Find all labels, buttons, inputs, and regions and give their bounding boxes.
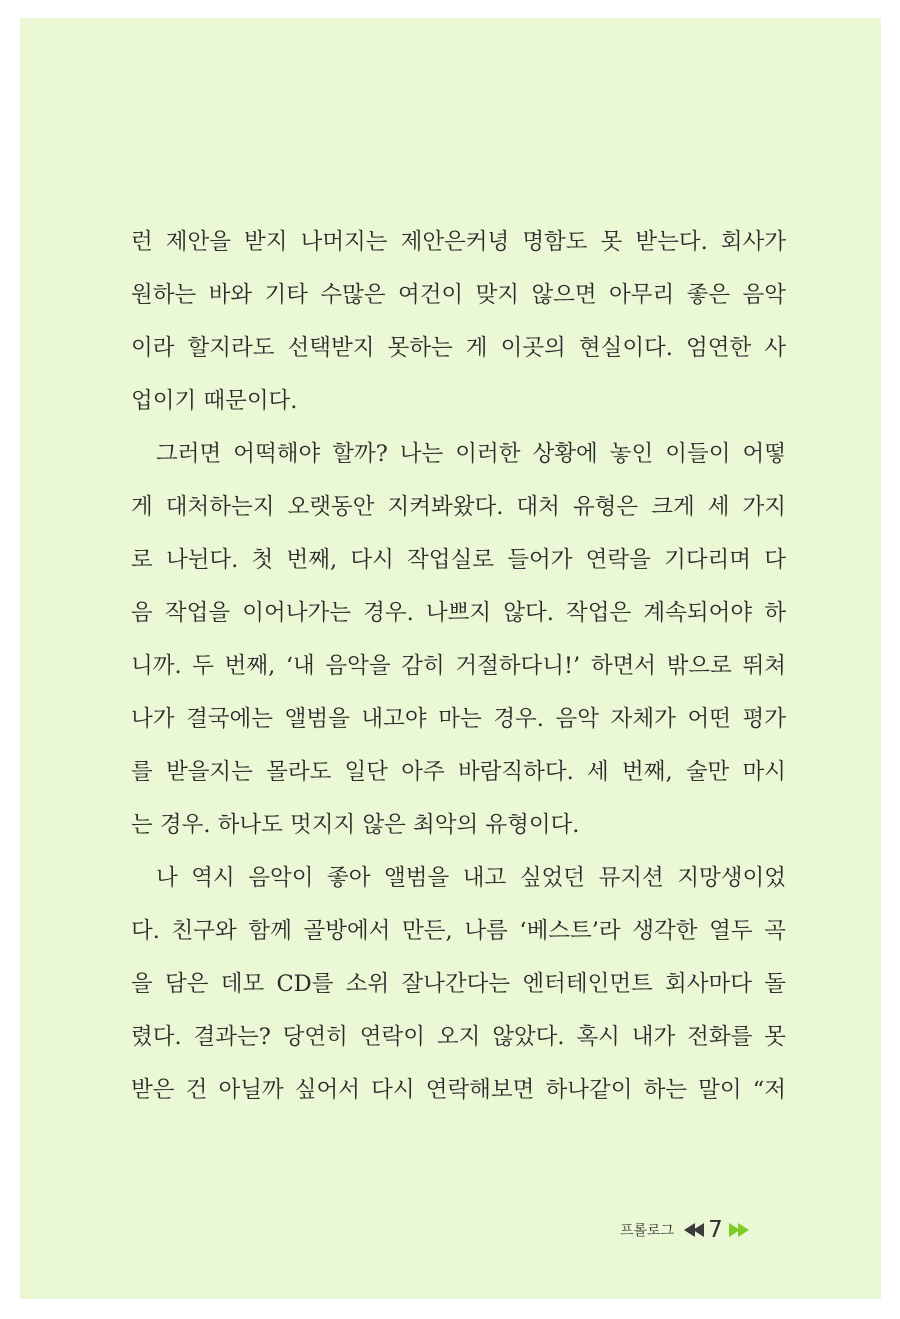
text-line: 니까. 두 번째, ‘내 음악을 감히 거절하다니!’ 하면서 밖으로 뛰쳐: [131, 653, 786, 679]
text-line: 받은 건 아닐까 싶어서 다시 연락해보면 하나같이 하는 말이 “저: [131, 1077, 786, 1103]
double-left-arrow-icon: [684, 1223, 702, 1237]
text-line: 를 받을지는 몰라도 일단 아주 바람직하다. 세 번째, 술만 마시: [131, 759, 786, 785]
text-line: 다. 친구와 함께 골방에서 만든, 나름 ‘베스트’라 생각한 열두 곡: [131, 918, 786, 944]
book-page: [20, 18, 881, 1299]
text-line: 런 제안을 받지 나머지는 제안은커녕 명함도 못 받는다. 회사가: [131, 229, 786, 255]
text-line: 업이기 때문이다.: [131, 388, 298, 414]
text-line: 나 역시 음악이 좋아 앨범을 내고 싶었던 뮤지션 지망생이었: [156, 865, 786, 891]
double-right-arrow-icon: [729, 1223, 747, 1237]
text-line: 는 경우. 하나도 멋지지 않은 최악의 유형이다.: [131, 812, 580, 838]
page-footer: [620, 1214, 820, 1246]
text-line: 렸다. 결과는? 당연히 연락이 오지 않았다. 혹시 내가 전화를 못: [131, 1024, 786, 1050]
text-line: 원하는 바와 기타 수많은 여건이 맞지 않으면 아무리 좋은 음악: [131, 282, 786, 308]
text-line: 나가 결국에는 앨범을 내고야 마는 경우. 음악 자체가 어떤 평가: [131, 706, 786, 732]
text-line: 을 담은 데모 CD를 소위 잘나간다는 엔터테인먼트 회사마다 돌: [131, 971, 786, 997]
text-line: 게 대처하는지 오랫동안 지켜봐왔다. 대처 유형은 크게 세 가지: [131, 494, 786, 520]
text-line: 그러면 어떡해야 할까? 나는 이러한 상황에 놓인 이들이 어떻: [156, 441, 786, 467]
section-label: 프롤로그: [620, 1223, 675, 1239]
text-line: 음 작업을 이어나가는 경우. 나쁘지 않다. 작업은 계속되어야 하: [131, 600, 786, 626]
text-line: 로 나뉜다. 첫 번째, 다시 작업실로 들어가 연락을 기다리며 다: [131, 547, 786, 573]
text-line: 이라 할지라도 선택받지 못하는 게 이곳의 현실이다. 엄연한 사: [131, 335, 786, 361]
page-number: 7: [708, 1217, 723, 1243]
